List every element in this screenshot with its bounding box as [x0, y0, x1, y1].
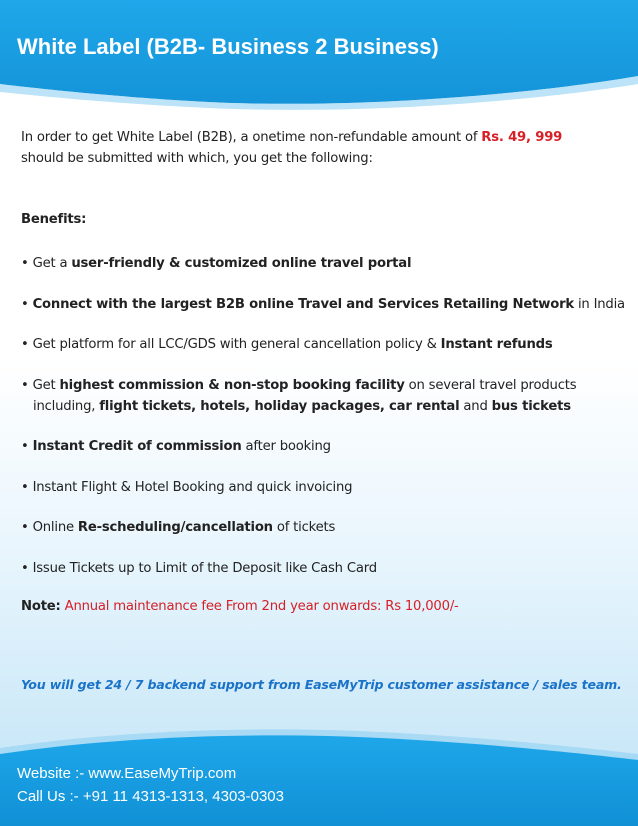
benefit-item	[21, 255, 411, 273]
intro-text: In order to get White Label (B2B), a onetime non-refundable amount of	[21, 130, 482, 145]
benefit-text: and	[459, 399, 492, 414]
footer-website: Website :- www.EaseMyTrip.com	[17, 765, 237, 782]
benefit-text: • Get platform for all LCC/GDS with general cancellation policy &	[21, 337, 441, 352]
header-banner	[0, 0, 638, 112]
footer-banner	[0, 716, 638, 826]
benefit-item: • Issue Tickets up to Limit of the Deposit like Cash Card	[21, 561, 377, 576]
benefit-bold: highest commission & non-stop booking facility	[59, 378, 405, 393]
benefit-bold: user-friendly & customized online travel portal	[71, 256, 412, 271]
intro-line-1	[21, 129, 562, 147]
benefit-bold: bus tickets	[491, 399, 571, 414]
benefit-text: on several travel products	[404, 378, 577, 393]
benefit-item	[21, 336, 553, 354]
benefit-text: including,	[33, 399, 100, 414]
support-text: You will get 24 / 7 backend support from EaseMyTrip customer assistance / sales team.	[21, 677, 622, 692]
benefit-text: • Get a	[21, 256, 72, 271]
benefit-text: •	[21, 439, 33, 454]
benefit-text: of tickets	[272, 520, 336, 535]
note-line	[21, 598, 459, 616]
note-text: Annual maintenance fee From 2nd year onwards: Rs 10,000/-	[60, 599, 459, 614]
benefit-item-continued	[33, 398, 571, 416]
benefit-text: •	[21, 297, 33, 312]
benefit-bold: Instant Credit of commission	[32, 439, 242, 454]
benefit-bold: flight tickets, hotels, holiday packages, car rental	[99, 399, 460, 414]
benefit-text: • Get	[21, 378, 60, 393]
benefit-text: after booking	[241, 439, 331, 454]
page-title: White Label (B2B- Business 2 Business)	[17, 34, 439, 59]
benefit-item	[21, 438, 331, 456]
benefits-heading: Benefits:	[21, 212, 87, 227]
support-line	[21, 676, 622, 694]
benefit-bold: Instant refunds	[440, 337, 553, 352]
benefit-bold: Re-scheduling/cancellation	[77, 520, 273, 535]
benefit-bold: Connect with the largest B2B online Travel and Services Retailing Network	[32, 297, 574, 312]
note-label: Note:	[21, 599, 61, 614]
benefit-item	[21, 296, 625, 314]
benefit-item	[21, 377, 576, 395]
amount-highlight: Rs. 49, 999	[481, 130, 563, 145]
benefit-text: • Online	[21, 520, 78, 535]
benefit-text: in India	[573, 297, 625, 312]
footer-phone: Call Us :- +91 11 4313-1313, 4303-0303	[17, 788, 284, 805]
benefit-item	[21, 519, 335, 537]
intro-line-2: should be submitted with which, you get the following:	[21, 151, 373, 166]
benefit-item: • Instant Flight & Hotel Booking and quick invoicing	[21, 480, 353, 495]
